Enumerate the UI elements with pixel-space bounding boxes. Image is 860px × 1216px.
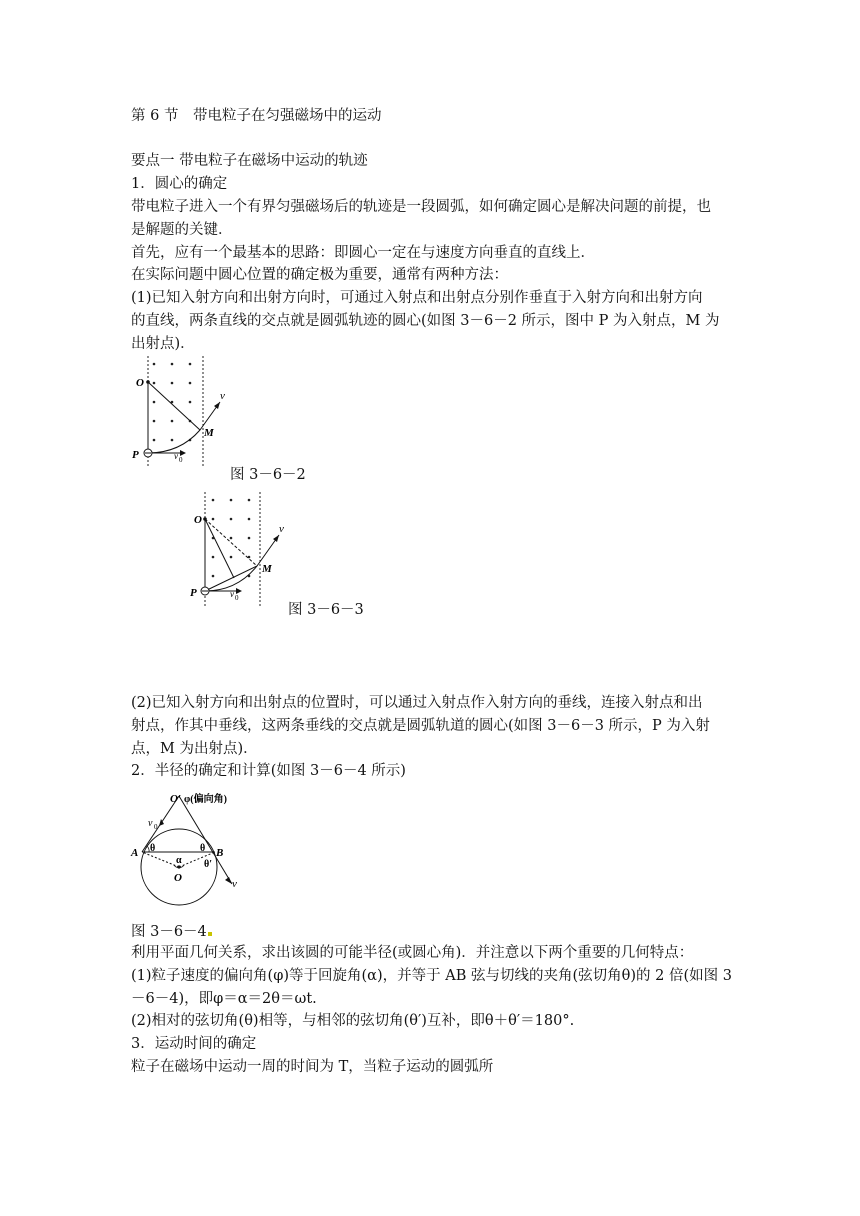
method1-line3: 出射点)． <box>131 336 195 352</box>
sub3-heading: 3．运动时间的确定 <box>131 1036 257 1052</box>
fig4-label-v: v <box>232 878 237 890</box>
method1-line1: (1)已知入射方向和出射方向时，可通过入射点和出射点分别作垂直于入射方向和出射方向 <box>131 290 703 306</box>
fig4-label-b: B <box>216 847 224 859</box>
fig3-label-o: O <box>194 514 202 526</box>
para5: 粒子在磁场中运动一周的时间为 T，当粒子运动的圆弧所 <box>131 1059 494 1075</box>
method2-line3: 点，M 为出射点)． <box>131 741 258 757</box>
fig4-label-alpha: α <box>176 855 182 866</box>
figure-3-6-2-caption: 图 3－6－2 <box>230 467 306 483</box>
para1-line2: 是解题的关键． <box>131 222 233 238</box>
feature2: (2)相对的弦切角(θ)相等，与相邻的弦切角(θ′)互补，即θ＋θ′＝180°. <box>131 1013 575 1029</box>
fig4-label-v0: v <box>148 818 153 829</box>
fig2-label-p: P <box>132 449 139 461</box>
figure-3-6-4-caption: 图 3－6－4 <box>131 920 212 941</box>
fig4-label-phi: φ(偏向角) <box>184 794 227 805</box>
fig4-label-theta-left: θ <box>150 843 156 854</box>
feature1-line1: (1)粒子速度的偏向角(φ)等于回旋角(α)，并等于 AB 弦与切线的夹角(弦切角θ)的 2 倍(如图 3 <box>131 968 732 984</box>
fig2-label-o: O <box>136 377 144 389</box>
fig3-label-v0-sub: 0 <box>235 594 239 602</box>
fig4-label-o: O <box>174 872 182 884</box>
point1-heading: 要点一 带电粒子在磁场中运动的轨迹 <box>131 153 368 169</box>
figure-3-6-2 <box>128 352 238 472</box>
page-title: 第 6 节 带电粒子在匀强磁场中的运动 <box>131 108 382 124</box>
method2-line1: (2)已知入射方向和出射点的位置时，可以通过入射点作入射方向的垂线，连接入射点和出 <box>131 695 703 711</box>
para2: 首先，应有一个最基本的思路：即圆心一定在与速度方向垂直的直线上． <box>131 245 595 261</box>
fig4-label-theta-right: θ <box>200 843 206 854</box>
figure-3-6-3 <box>187 490 297 610</box>
fig2-label-m: M <box>204 427 214 439</box>
fig3-label-p: P <box>190 587 197 599</box>
fig4-label-o-prime: O′ <box>170 793 182 805</box>
fig2-label-v: v <box>220 390 225 402</box>
para4: 利用平面几何关系，求出该圆的可能半径(或圆心角)．并注意以下两个重要的几何特点： <box>131 945 694 961</box>
fig4-label-theta-prime: θ′ <box>204 859 213 870</box>
caption-mark <box>208 932 212 936</box>
para1-line1: 带电粒子进入一个有界匀强磁场后的轨迹是一段圆弧，如何确定圆心是解决问题的前提，也 <box>131 199 711 215</box>
method2-line2: 射点，作其中垂线，这两条垂线的交点就是圆弧轨道的圆心(如图 3－6－3 所示，P 为入射 <box>131 718 710 734</box>
fig2-label-v0: v <box>174 451 178 461</box>
fig2-label-v0-sub: 0 <box>179 456 183 464</box>
feature1-line2: －6－4)，即φ＝α＝2θ＝ωt. <box>131 991 317 1007</box>
fig4-label-v0-sub: 0 <box>154 823 158 831</box>
fig3-label-v: v <box>279 523 284 535</box>
method1-line2: 的直线，两条直线的交点就是圆弧轨迹的圆心(如图 3－6－2 所示，图中 P 为入射点，M 为 <box>131 313 720 329</box>
fig3-label-m: M <box>262 563 272 575</box>
para3: 在实际问题中圆心位置的确定极为重要，通常有两种方法： <box>131 267 508 283</box>
figure-3-6-3-caption: 图 3－6－3 <box>288 602 364 618</box>
fig4-label-a: A <box>131 847 139 859</box>
sub1-heading: 1．圆心的确定 <box>131 176 228 192</box>
fig3-label-v0: v <box>230 589 234 599</box>
sub2-heading: 2．半径的确定和计算(如图 3－6－4 所示) <box>131 763 406 779</box>
figure-3-6-4 <box>128 780 268 910</box>
